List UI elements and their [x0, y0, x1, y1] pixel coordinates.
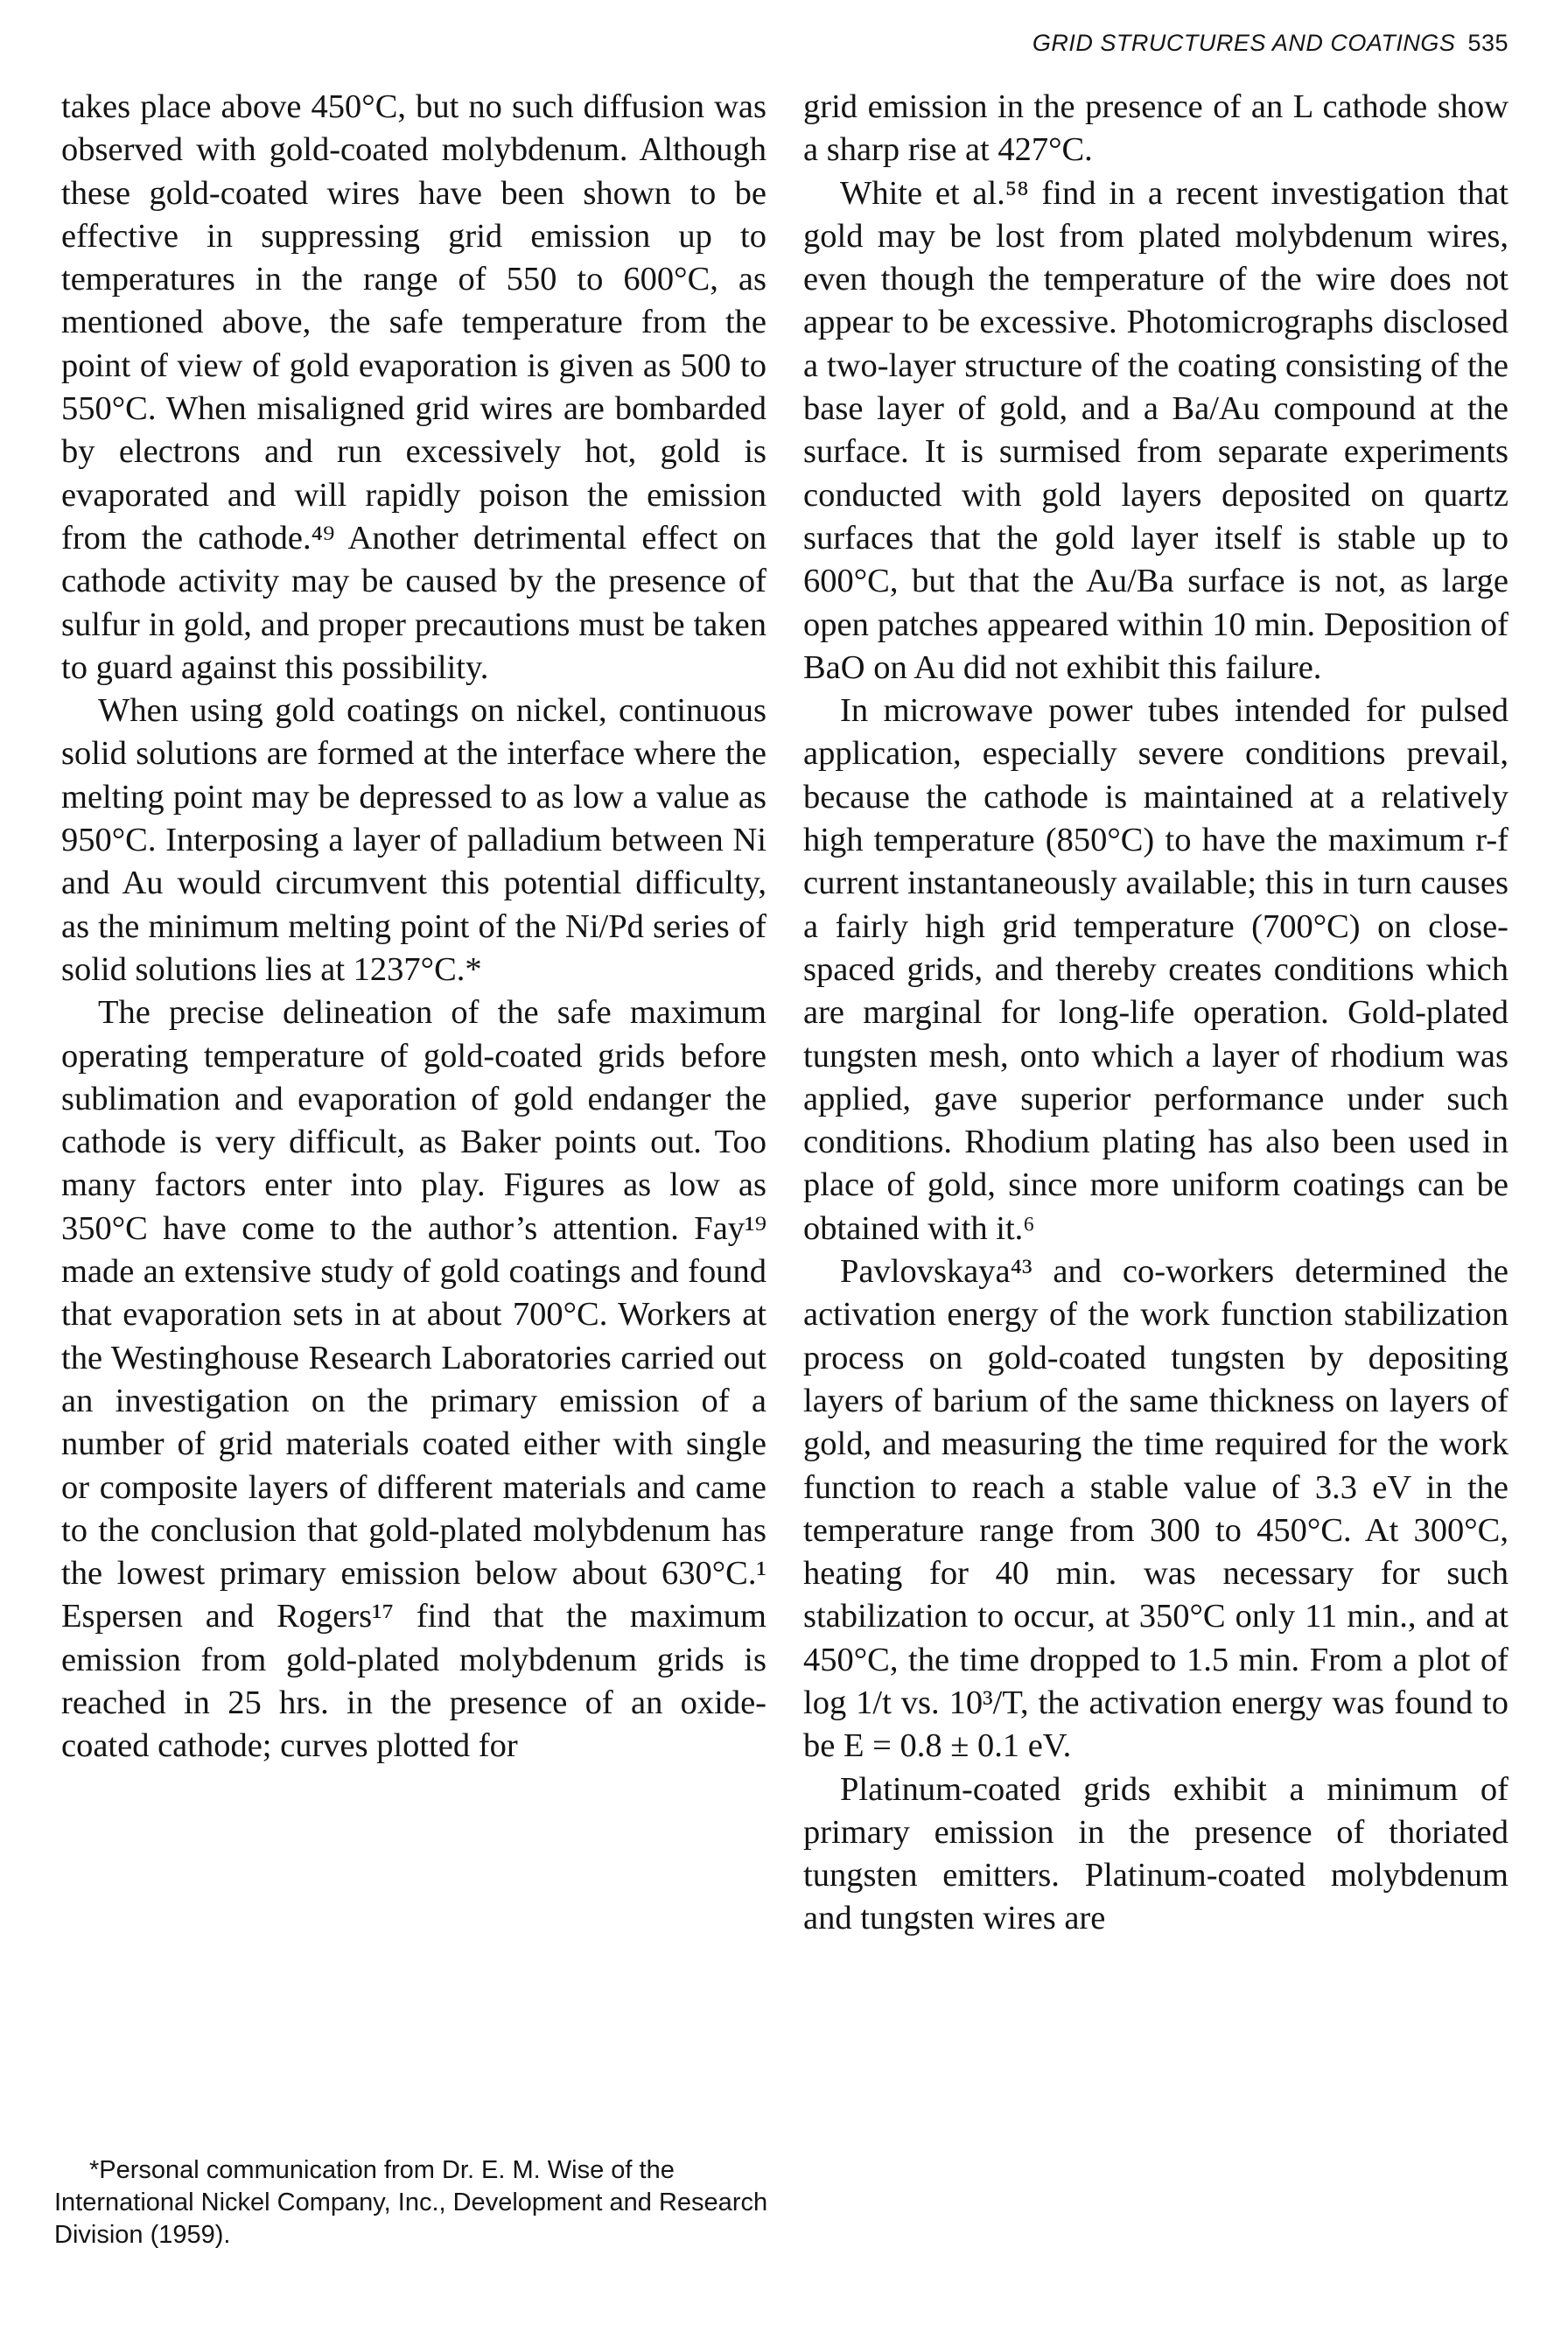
footnote: *Personal communication from Dr. E. M. Wise of the International Nickel Company, Inc., Development and Research Division (1959). — [54, 2156, 768, 2249]
paragraph: The precise delineation of the safe maximum operating temperature of gold-coated grids before sublimation and evaporation of gold endanger the cathode is very difficult, as Baker points out. Too many factors enter into play. Figures as low as 350°C have come to the author’s attention. Fay¹⁹ made an extensive study of gold coatings and found that evaporation sets in at about 700°C. Workers at the Westinghouse Research Laboratories carried out an investigation on the primary emission of a number of grid materials coated either with single or composite layers of different materials and came to the conclusion that gold-plated molybdenum has the lowest primary emission below about 630°C.¹ Espersen and Rogers¹⁷ find that the maximum emission from gold-plated molybdenum grids is reached in 25 hrs. in the presence of an oxide-coated cathode; curves plotted for — [61, 994, 766, 1765]
left-column — [61, 86, 766, 1768]
paragraph: White et al.⁵⁸ find in a recent investigation that gold may be lost from plated molybdenum wires, even though the temperature of the wire does not appear to be excessive. Photomicrographs disclosed a two-layer structure of the coating consisting of the base layer of gold, and a Ba/Au compound at the surface. It is surmised from separate experiments conducted with gold layers deposited on quartz surfaces that the gold layer itself is stable up to 600°C, but that the Au/Ba surface is not, as large open patches appeared within 10 min. Deposition of BaO on Au did not exhibit this failure. — [803, 174, 1508, 686]
paragraph: grid emission in the presence of an L cathode show a sharp rise at 427°C. — [803, 88, 1508, 169]
paragraph: takes place above 450°C, but no such diffusion was observed with gold-coated molybdenum. Although these gold-coated wires have been shown to be effective in suppressing grid emission up to temperatures in the range of 550 to 600°C, as mentioned above, the safe temperature from the point of view of gold evaporation is given as 500 to 550°C. When misaligned grid wires are bombarded by electrons and run excessively hot, gold is evaporated and will rapidly poison the emission from the cathode.⁴⁹ Another detrimental effect on cathode activity may be caused by the presence of sulfur in gold, and proper precautions must be taken to guard against this possibility. — [61, 88, 766, 686]
paragraph: In microwave power tubes intended for pulsed application, especially severe conditions prevail, because the cathode is maintained at a relatively high temperature (850°C) to have the maximum r-f current instantaneously available; this in turn causes a fairly high grid temperature (700°C) on close-spaced grids, and thereby creates conditions which are marginal for long-life operation. Gold-plated tungsten mesh, onto which a layer of rhodium was applied, gave superior performance under such conditions. Rhodium plating has also been used in place of gold, since more uniform coatings can be obtained with it.⁶ — [803, 692, 1508, 1247]
paragraph: Platinum-coated grids exhibit a minimum of primary emission in the presence of thoriated tungsten emitters. Platinum-coated molybdenum and tungsten wires are — [803, 1770, 1508, 1937]
page-number: 535 — [1467, 30, 1508, 56]
running-head — [1032, 30, 1508, 57]
right-column — [803, 86, 1508, 1941]
paragraph: When using gold coatings on nickel, continuous solid solutions are formed at the interface where the melting point may be depressed to as low a value as 950°C. Interposing a layer of palladium between Ni and Au would circumvent this potential difficulty, as the minimum melting point of the Ni/Pd series of solid solutions lies at 1237°C.* — [61, 692, 766, 988]
paragraph: Pavlovskaya⁴³ and co-workers determined the activation energy of the work function stabilization process on gold-coated tungsten by depositing layers of barium of the same thickness on layers of gold, and measuring the time required for the work function to reach a stable value of 3.3 eV in the temperature range from 300 to 450°C. At 300°C, heating for 40 min. was necessary for such stabilization to occur, at 350°C only 11 min., and at 450°C, the time dropped to 1.5 min. From a plot of log 1/t vs. 10³/T, the activation energy was found to be E = 0.8 ± 0.1 eV. — [803, 1253, 1508, 1765]
running-head-title: GRID STRUCTURES AND COATINGS — [1032, 30, 1456, 56]
